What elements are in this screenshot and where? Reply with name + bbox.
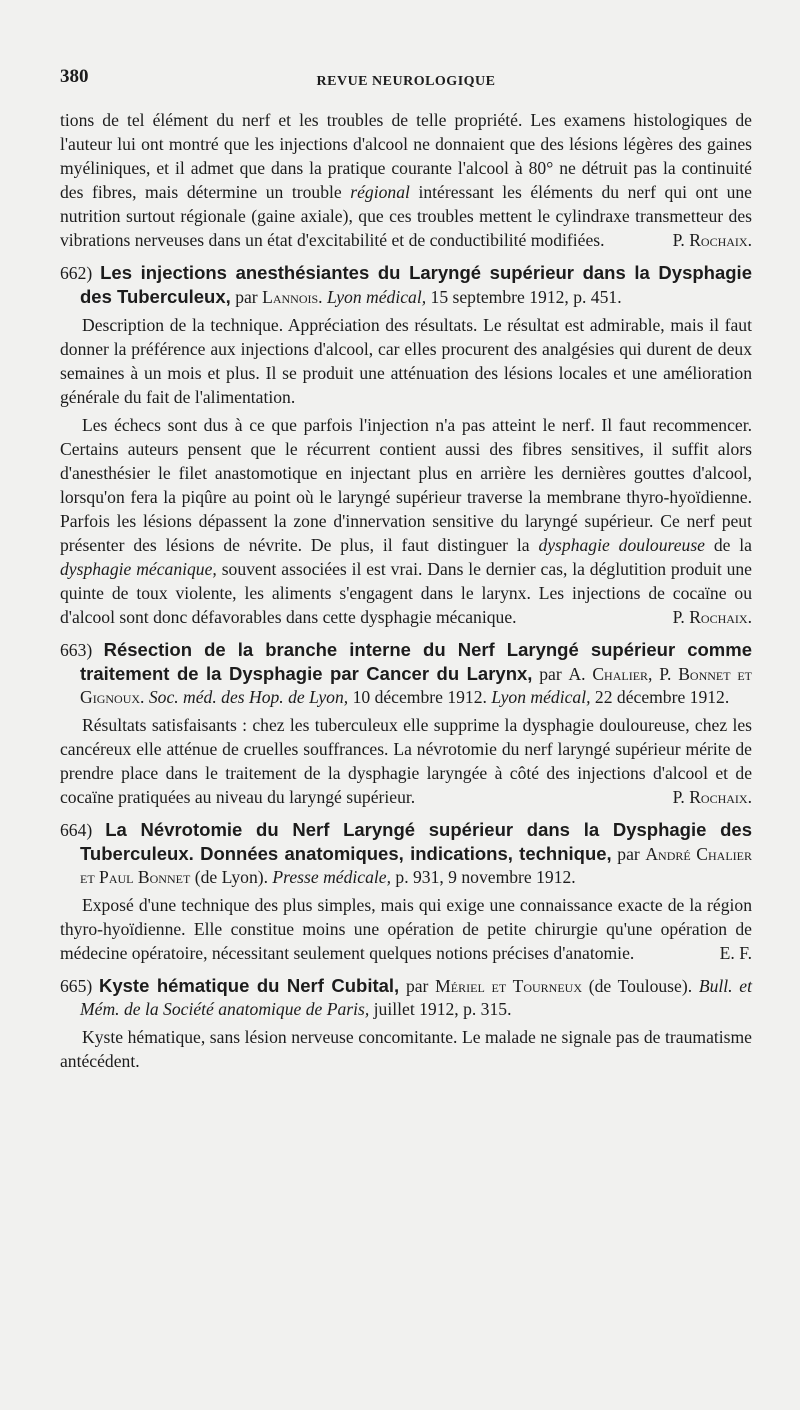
reviewer-signature: P. Rochaix. <box>672 230 752 250</box>
reviewer-signature: P. Rochaix. <box>672 607 752 627</box>
entry-paragraph: Exposé d'une technique des plus simples, mais qui exige une connaissance exacte de la région thyro-hyoïdienne. Elle constitue moins une opération de petite chirurgie qu'une opération de médecine opératoire, nécessitant seulement quelques notions précises d'anatomie. E. F. <box>60 895 752 963</box>
entry-paragraph: Les échecs sont dus à ce que parfois l'injection n'a pas atteint le nerf. Il faut recommencer. Certains auteurs pensent que le récurrent contient aussi des fibres sensitives, il suffit alors d'anesthésier le filet anastomotique en injectant plus en arrière les dernières gouttes d'alcool, lorsqu'on fera la piqûre au point où le laryngé supérieur traverse la membrane thyro-hyoïdienne. Parfois les lésions dépassent la zone d'innervation sensitive du laryngé supérieur. Ce nerf peut présenter des lésions de névrite. De plus, il faut distinguer la dysphagie douloureuse de la dysphagie mécanique, souvent associées il est vrai. Dans le dernier cas, la déglutition produit une quinte de toux violente, les aliments s'engagent dans le larynx. Les injections de cocaïne ou d'alcool sont donc défavorables dans cette dysphagie mécanique. P. Rochaix. <box>60 415 752 627</box>
reviewer-signature: P. Rochaix. <box>672 787 752 807</box>
entry-title: La Névrotomie du Nerf Laryngé supérieur dans la Dysphagie des Tuberculeux. Données anatomiques, indications, technique, <box>80 819 752 864</box>
entry-heading: 663) Résection de la branche interne du Nerf Laryngé supérieur comme traitement de la Dysphagie par Cancer du Larynx, par A. Chalier, P. Bonnet et Gignoux. Soc. méd. des Hop. de Lyon, 10 décembre 1912. Lyon médical, 22 décembre 1912. <box>60 639 753 707</box>
journal-page <box>60 60 752 1073</box>
entry-heading: 665) Kyste hématique du Nerf Cubital, par Mériel et Tourneux (de Toulouse). Bull. et Mém. de la Société anatomique de Paris, juillet 1912, p. 315. <box>60 975 752 1019</box>
entry-date: juillet 1912, p. 315. <box>373 999 512 1019</box>
abstract-entry-663 <box>60 638 752 809</box>
entry-title: Kyste hématique du Nerf Cubital, <box>98 975 400 996</box>
entry-number: 662) <box>60 263 93 283</box>
entry-author: A. Chalier, P. Bonnet et Gignoux. <box>80 664 753 707</box>
entry-paragraph: Description de la technique. Appréciation des résultats. Le résultat est admirable, mais il faut donner la préférence aux injections d'alcool, car elles procurent des analgésies qui durent de deux semaines à un mois et plus. Il se produit une atténuation des lésions locales et une amélioration générale du fait de l'alimentation. <box>60 315 752 407</box>
entry-date: 10 décembre 1912. <box>352 687 487 707</box>
entry-author: Lannois. <box>262 287 323 307</box>
entry-heading: 662) Les injections anesthésiantes du Laryngé supérieur dans la Dysphagie des Tuberculeux, par Lannois. Lyon médical, 15 septembre 1912, p. 451. <box>60 262 752 307</box>
entry-number: 664) <box>60 820 93 840</box>
entry-source: Lyon médical, <box>491 687 591 707</box>
abstract-entry-664 <box>60 818 752 965</box>
entry-source: Lyon médical, <box>326 287 427 307</box>
carry-over-paragraph: tions de tel élément du nerf et les troubles de telle propriété. Les examens histologiques de l'auteur lui ont montré que les injections d'alcool ne donnaient que des lésions légères des gaines myéliniques, et il admet que dans la pratique courante l'alcool à 80° ne détruit pas la continuité des fibres, mais détermine un trouble régional intéressant les éléments du nerf qui ont une nutrition surtout régionale (gaine axiale), que ces troubles mettent le cylindraxe transmetteur des vibrations nerveuses dans un état d'excitabilité et de conductibilité modifiées. P. Rochaix. <box>60 110 752 250</box>
entry-date: 15 septembre 1912, p. 451. <box>430 287 622 307</box>
entry-paragraph: Résultats satisfaisants : chez les tuberculeux elle supprime la dysphagie douloureuse, chez les cancéreux elle atténue de cruelles souffrances. La névrotomie du nerf laryngé supérieur mérite de prendre place dans le traitement de la dysphagie laryngée à côté des injections d'alcool et de cocaïne pratiquées au niveau du laryngé supérieur. P. Rochaix. <box>60 715 752 807</box>
entry-number: 663) <box>60 640 93 660</box>
reviewer-signature: E. F. <box>719 943 752 963</box>
running-header <box>60 60 752 94</box>
entry-date: p. 931, 9 novembre 1912. <box>395 867 576 887</box>
entry-heading: 664) La Névrotomie du Nerf Laryngé supérieur dans la Dysphagie des Tuberculeux. Données anatomiques, indications, technique, par André Chalier et Paul Bonnet (de Lyon). Presse médicale, p. 931, 9 novembre 1912. <box>60 819 752 887</box>
entry-author: Mériel et Tourneux <box>435 976 582 996</box>
entry-date: 22 décembre 1912. <box>594 687 730 707</box>
abstract-entry-662 <box>60 261 752 629</box>
entry-title: Les injections anesthésiantes du Laryngé supérieur dans la Dysphagie des Tuberculeux, <box>80 262 752 307</box>
entry-title: Résection de la branche interne du Nerf Laryngé supérieur comme traitement de la Dysphagie par Cancer du Larynx, <box>80 639 752 684</box>
entry-paragraph: Kyste hématique, sans lésion nerveuse concomitante. Le malade ne signale pas de traumatisme antécédent. <box>60 1027 752 1071</box>
journal-title: REVUE NEUROLOGIQUE <box>316 74 496 89</box>
abstract-entry-665 <box>60 974 752 1073</box>
page-number: 380 <box>60 66 89 87</box>
entry-source: Soc. méd. des Hop. de Lyon, <box>148 687 349 707</box>
entry-source: Bull. et Mém. de la Société anatomique de Paris, <box>80 976 752 1019</box>
entry-source: Presse médicale, <box>272 867 391 887</box>
entry-author: André Chalier et Paul Bonnet <box>80 844 752 887</box>
entry-number: 665) <box>60 976 93 996</box>
